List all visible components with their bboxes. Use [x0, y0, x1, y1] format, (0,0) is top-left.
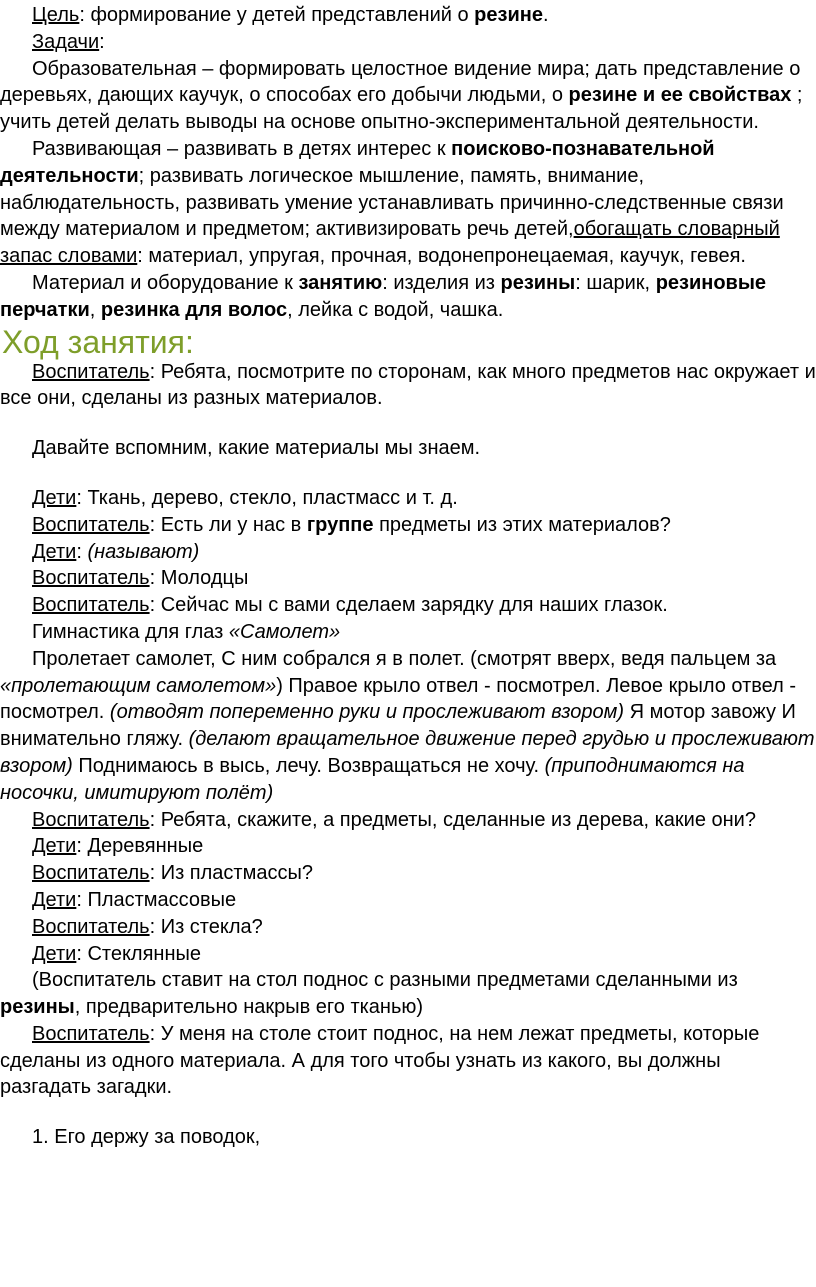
dialogue-line: [0, 539, 816, 566]
line-text: Я мотор завожу И внимательно гляжу.: [0, 701, 796, 751]
mat-bold-4: резинка для волос: [100, 298, 288, 321]
line-text: предметы из этих материалов?: [373, 513, 671, 536]
line-text: : Пластмассовые: [76, 888, 237, 911]
dev-bold: поисково-познавательной деятельности: [0, 137, 715, 187]
mat-bold-1: занятию: [298, 271, 383, 294]
materials-paragraph: [0, 270, 816, 324]
line-italic: «пролетающим самолетом»: [0, 674, 277, 697]
line-bold: группе: [306, 513, 374, 536]
speaker-educator: Воспитатель: [32, 808, 150, 831]
gymnastics-text: [0, 646, 816, 807]
spacer: [0, 462, 816, 485]
speaker-educator: Воспитатель: [32, 594, 150, 617]
goal-text: : формирование у детей представлений о: [79, 4, 475, 26]
tasks-colon: :: [99, 30, 105, 53]
dialogue-line: [0, 941, 816, 968]
line-text: : Ребята, посмотрите по сторонам, как много предметов нас окружает и все они, сделаны из разных материалов.: [0, 360, 816, 410]
line-text: : Есть ли у нас в: [149, 513, 307, 536]
line-italic: (отводят попеременно руки и прослеживают взором): [109, 701, 625, 724]
edu-bold: резине и ее свойствах: [568, 84, 792, 107]
goal-label: Цель: [32, 4, 80, 26]
speaker-educator: Воспитатель: [32, 915, 150, 938]
mat-text-5: , лейка с водой, чашка.: [287, 298, 504, 321]
line-text: : Сейчас мы с вами сделаем зарядку для наших глазок.: [149, 594, 668, 617]
tasks-label: Задачи: [32, 30, 100, 53]
line-text: Поднимаюсь в высь, лечу. Возвращаться не хочу.: [72, 754, 545, 777]
developmental-task: [0, 136, 816, 270]
line-italic: «Самолет»: [228, 620, 341, 643]
line-text: : Деревянные: [76, 835, 204, 858]
speaker-children: Дети: [32, 888, 77, 911]
speaker-children: Дети: [32, 540, 77, 563]
dev-text-3: : материал, упругая, прочная, водонепронецаемая, каучук, гевея.: [137, 245, 746, 268]
stage-direction: [0, 967, 816, 1021]
edu-text-2: ; учить детей делать выводы на основе опытно-экспериментальной деятельности.: [0, 84, 803, 134]
line-text: : Стеклянные: [76, 942, 202, 965]
line-text: : Молодцы: [149, 567, 249, 590]
tasks-paragraph: [0, 29, 816, 56]
dialogue-line: [0, 485, 816, 512]
line-text: Пролетает самолет, С ним собрался я в полет. (смотрят вверх, ведя пальцем за: [32, 647, 777, 670]
dev-text-2: ; развивать логическое мышление, память, внимание, наблюдательность, развивать умение устанавливать причинно-следственные связи между материалом и предметом; активизировать речь детей,: [0, 164, 784, 241]
line-text: : Ребята, скажите, а предметы, сделанные из дерева, какие они?: [149, 808, 756, 831]
line-text: ) Правое крыло отвел - посмотрел. Левое крыло отвел - посмотрел.: [0, 674, 797, 724]
goal-bold: резине: [474, 4, 543, 26]
edu-text-1: Образовательная – формировать целостное видение мира; дать представление о деревьях, дающих каучук, о способах его добычи людьми, о: [0, 57, 801, 107]
line-text: : У меня на столе стоит поднос, на нем лежат предметы, которые сделаны из одного материала. А для того чтобы узнать из какого, вы должны разгадать загадки.: [0, 1022, 760, 1099]
mat-bold-3: резиновые перчатки: [0, 271, 767, 321]
speaker-children: Дети: [32, 835, 77, 858]
spacer: [0, 1101, 816, 1124]
dialogue-line: [0, 860, 816, 887]
mat-text-4: ,: [89, 298, 101, 321]
line-text: : Ткань, дерево, стекло, пластмасс и т. д.: [76, 486, 458, 509]
line-text: : Из пластмассы?: [149, 862, 313, 885]
line-text: (Воспитатель ставит на стол поднос с разными предметами сделанными из: [32, 969, 738, 992]
line-text: Гимнастика для глаз: [32, 620, 229, 643]
riddle-line: 1. Его держу за поводок,: [32, 1126, 261, 1149]
dev-text-1: Развивающая – развивать в детях интерес к: [32, 137, 452, 160]
dialogue-line: Давайте вспомним, какие материалы мы знаем.: [32, 437, 481, 460]
dialogue-line: [0, 592, 816, 619]
speaker-educator: Воспитатель: [32, 513, 150, 536]
dialogue-line: [0, 914, 816, 941]
speaker-educator: Воспитатель: [32, 1022, 150, 1045]
dialogue-line: [0, 833, 816, 860]
dialogue-line: [0, 512, 816, 539]
mat-text-2: : изделия из: [382, 271, 501, 294]
line-text: : Из стекла?: [149, 915, 263, 938]
line-bold: резины: [0, 996, 75, 1019]
line-text: :: [76, 540, 88, 563]
line-italic: (приподнимаются на носочки, имитируют полёт): [0, 754, 745, 804]
mat-bold-2: резины: [500, 271, 576, 294]
dialogue-line: [0, 1021, 816, 1101]
speaker-educator: Воспитатель: [32, 360, 150, 383]
dialogue-line: [0, 565, 816, 592]
spacer: [0, 412, 816, 435]
speaker-children: Дети: [32, 942, 77, 965]
dialogue-line: [0, 359, 816, 413]
goal-end: .: [542, 4, 549, 26]
speaker-educator: Воспитатель: [32, 862, 150, 885]
speaker-children: Дети: [32, 486, 77, 509]
mat-text-1: Материал и оборудование к: [32, 271, 299, 294]
section-heading: Ход занятия:: [2, 323, 194, 360]
dialogue-line: [0, 807, 816, 834]
dev-underlined: обогащать словарный запас словами: [0, 218, 780, 268]
line-italic: (делают вращательное движение перед грудью и прослеживают взором): [0, 728, 815, 777]
educational-task: [0, 56, 816, 136]
line-text: , предварительно накрыв его тканью): [74, 996, 424, 1019]
goal-paragraph: [0, 2, 816, 29]
dialogue-line: [0, 887, 816, 914]
line-italic: (называют): [87, 540, 200, 563]
speaker-educator: Воспитатель: [32, 567, 150, 590]
mat-text-3: : шарик,: [575, 271, 656, 294]
gymnastics-title: [0, 619, 816, 646]
